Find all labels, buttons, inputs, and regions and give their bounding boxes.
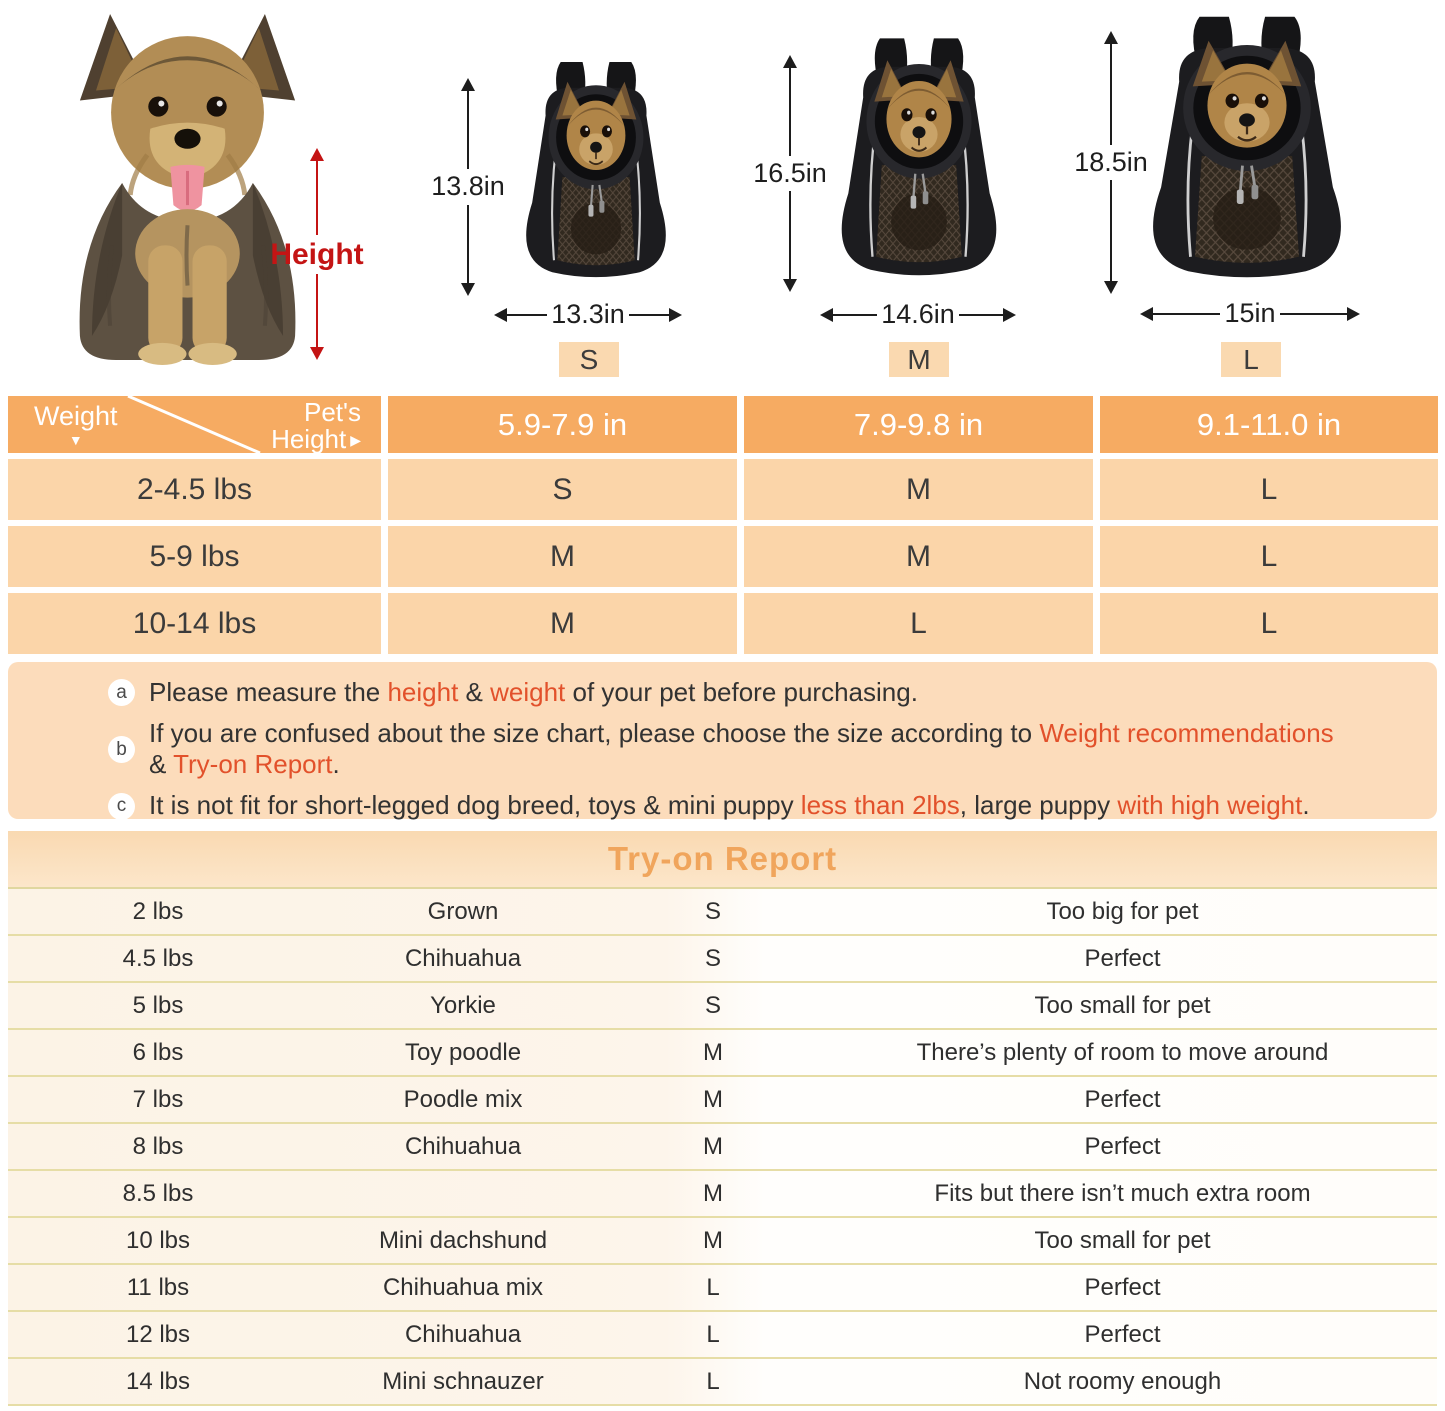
note-b-text: If you are confused about the size chart, please choose the size according to Weight recommendations & Try-on Report. xyxy=(149,717,1334,780)
note-c xyxy=(108,790,1407,822)
arrow-down-icon xyxy=(461,283,475,296)
backpack-s-height-arrow xyxy=(403,78,533,296)
tryon-size: L xyxy=(706,1367,720,1395)
arrow-down-icon xyxy=(310,347,324,360)
tryon-weight: 11 lbs xyxy=(126,1273,190,1301)
tryon-row xyxy=(8,1124,1437,1171)
tryon-weight: 4.5 lbs xyxy=(122,944,194,972)
size-m-badge: M xyxy=(889,342,949,377)
tryon-row xyxy=(8,1030,1437,1077)
tryon-size: S xyxy=(704,944,721,972)
weight-range: 2-4.5 lbs xyxy=(8,459,381,520)
tryon-comment: Perfect xyxy=(1084,944,1161,972)
tryon-size: L xyxy=(706,1273,720,1301)
tryon-breed: Chihuahua xyxy=(404,1132,522,1160)
size-chart-corner-cell xyxy=(8,396,381,453)
tryon-weight: 12 lbs xyxy=(125,1320,191,1348)
size-value: M xyxy=(744,526,1093,587)
tryon-breed: Toy poodle xyxy=(404,1038,522,1066)
arrow-down-icon xyxy=(783,279,797,292)
tryon-comment: Fits but there isn’t much extra room xyxy=(934,1179,1311,1207)
note-a xyxy=(108,677,1407,709)
tryon-weight: 7 lbs xyxy=(132,1085,184,1113)
backpack-s-height-value: 13.8in xyxy=(431,171,505,202)
tryon-row xyxy=(8,983,1437,1030)
tryon-comment: Perfect xyxy=(1084,1320,1161,1348)
arrow-right-icon xyxy=(1347,307,1360,321)
tryon-comment: Perfect xyxy=(1084,1085,1161,1113)
note-b xyxy=(108,718,1407,781)
weight-range: 10-14 lbs xyxy=(8,593,381,654)
backpack-m-width-value: 14.6in xyxy=(881,299,955,329)
tryon-report-title: Try-on Report xyxy=(607,840,838,877)
note-a-bullet: a xyxy=(108,679,135,706)
tryon-weight: 2 lbs xyxy=(132,897,184,925)
size-value: M xyxy=(744,459,1093,520)
tryon-comment: Too small for pet xyxy=(1034,991,1211,1019)
tryon-size: M xyxy=(703,1038,723,1066)
backpack-m-height-value: 16.5in xyxy=(753,157,827,188)
note-b-bullet: b xyxy=(108,736,135,763)
size-value: M xyxy=(388,526,737,587)
tryon-row xyxy=(8,1218,1437,1265)
triangle-down-icon: ▼ xyxy=(68,432,83,448)
tryon-weight: 8 lbs xyxy=(132,1132,184,1160)
tryon-weight: 10 lbs xyxy=(125,1226,191,1254)
tryon-row xyxy=(8,1077,1437,1124)
note-c-bullet: c xyxy=(108,793,135,820)
size-value: L xyxy=(1100,593,1438,654)
notes-panel xyxy=(8,662,1437,819)
tryon-size: M xyxy=(703,1132,723,1160)
col-header-2: 7.9-9.8 in xyxy=(744,396,1093,453)
tryon-weight: 6 lbs xyxy=(132,1038,184,1066)
tryon-breed: Mini schnauzer xyxy=(382,1367,544,1395)
tryon-size: S xyxy=(704,897,721,925)
tryon-breed: Poodle mix xyxy=(403,1085,523,1113)
tryon-breed: Chihuahua xyxy=(404,944,522,972)
tryon-breed: Grown xyxy=(427,897,499,925)
tryon-comment: There’s plenty of room to move around xyxy=(916,1038,1329,1066)
arrow-right-icon xyxy=(1003,308,1016,322)
col-header-1: 5.9-7.9 in xyxy=(388,396,737,453)
tryon-comment: Perfect xyxy=(1084,1132,1161,1160)
tryon-breed: Yorkie xyxy=(430,991,496,1019)
backpack-s-image xyxy=(512,58,680,296)
tryon-row xyxy=(8,936,1437,983)
size-value: M xyxy=(388,593,737,654)
tryon-breed: Chihuahua xyxy=(404,1320,522,1348)
triangle-right-icon: ▶ xyxy=(350,431,361,448)
tryon-comment: Too big for pet xyxy=(1046,897,1199,925)
weight-range: 5-9 lbs xyxy=(8,526,381,587)
tryon-weight: 8.5 lbs xyxy=(122,1179,194,1207)
height-label: Height xyxy=(270,237,364,271)
tryon-comment: Perfect xyxy=(1084,1273,1161,1301)
backpack-s-width-value: 13.3in xyxy=(551,299,625,329)
tryon-row xyxy=(8,1265,1437,1312)
backpack-m-height-arrow xyxy=(725,55,855,292)
tryon-report-header xyxy=(8,831,1437,889)
tryon-row xyxy=(8,1171,1437,1218)
tryon-row xyxy=(8,889,1437,936)
tryon-comment: Too small for pet xyxy=(1034,1226,1211,1254)
arrow-right-icon xyxy=(669,308,682,322)
tryon-weight: 5 lbs xyxy=(132,991,184,1019)
tryon-row xyxy=(8,1312,1437,1359)
tryon-breed: Mini dachshund xyxy=(378,1226,548,1254)
backpack-l-width-value: 15in xyxy=(1224,298,1276,328)
backpack-l-height-value: 18.5in xyxy=(1074,146,1148,177)
tryon-comment: Not roomy enough xyxy=(1023,1367,1222,1395)
size-value: L xyxy=(1100,526,1438,587)
col-header-3: 9.1-11.0 in xyxy=(1100,396,1438,453)
tryon-report-table xyxy=(8,889,1437,1406)
size-chart-table xyxy=(8,396,1438,654)
tryon-size: M xyxy=(703,1085,723,1113)
size-value: L xyxy=(744,593,1093,654)
tryon-size: L xyxy=(706,1320,720,1348)
backpack-s-width-arrow xyxy=(494,300,682,330)
dog-height-arrow xyxy=(252,148,382,360)
note-c-text: It is not fit for short-legged dog breed, toys & mini puppy less than 2lbs, large puppy with high weight. xyxy=(149,790,1310,821)
note-a-text: Please measure the height & weight of your pet before purchasing. xyxy=(149,677,918,707)
tryon-breed: Chihuahua mix xyxy=(382,1273,544,1301)
backpack-l-height-arrow xyxy=(1046,31,1176,294)
size-s-badge: S xyxy=(559,342,619,377)
size-value: L xyxy=(1100,459,1438,520)
size-l-badge: L xyxy=(1221,342,1281,377)
tryon-size: M xyxy=(703,1179,723,1207)
backpack-l-width-arrow xyxy=(1140,299,1360,329)
tryon-size: S xyxy=(704,991,721,1019)
pets-height-axis-label: Pet's Height ▶ xyxy=(271,397,361,455)
tryon-size: M xyxy=(703,1226,723,1254)
weight-axis-label: Weight ▼ xyxy=(34,401,118,448)
backpack-m-width-arrow xyxy=(820,300,1016,330)
size-value: S xyxy=(388,459,737,520)
tryon-weight: 14 lbs xyxy=(125,1367,191,1395)
arrow-down-icon xyxy=(1104,281,1118,294)
tryon-row xyxy=(8,1359,1437,1406)
